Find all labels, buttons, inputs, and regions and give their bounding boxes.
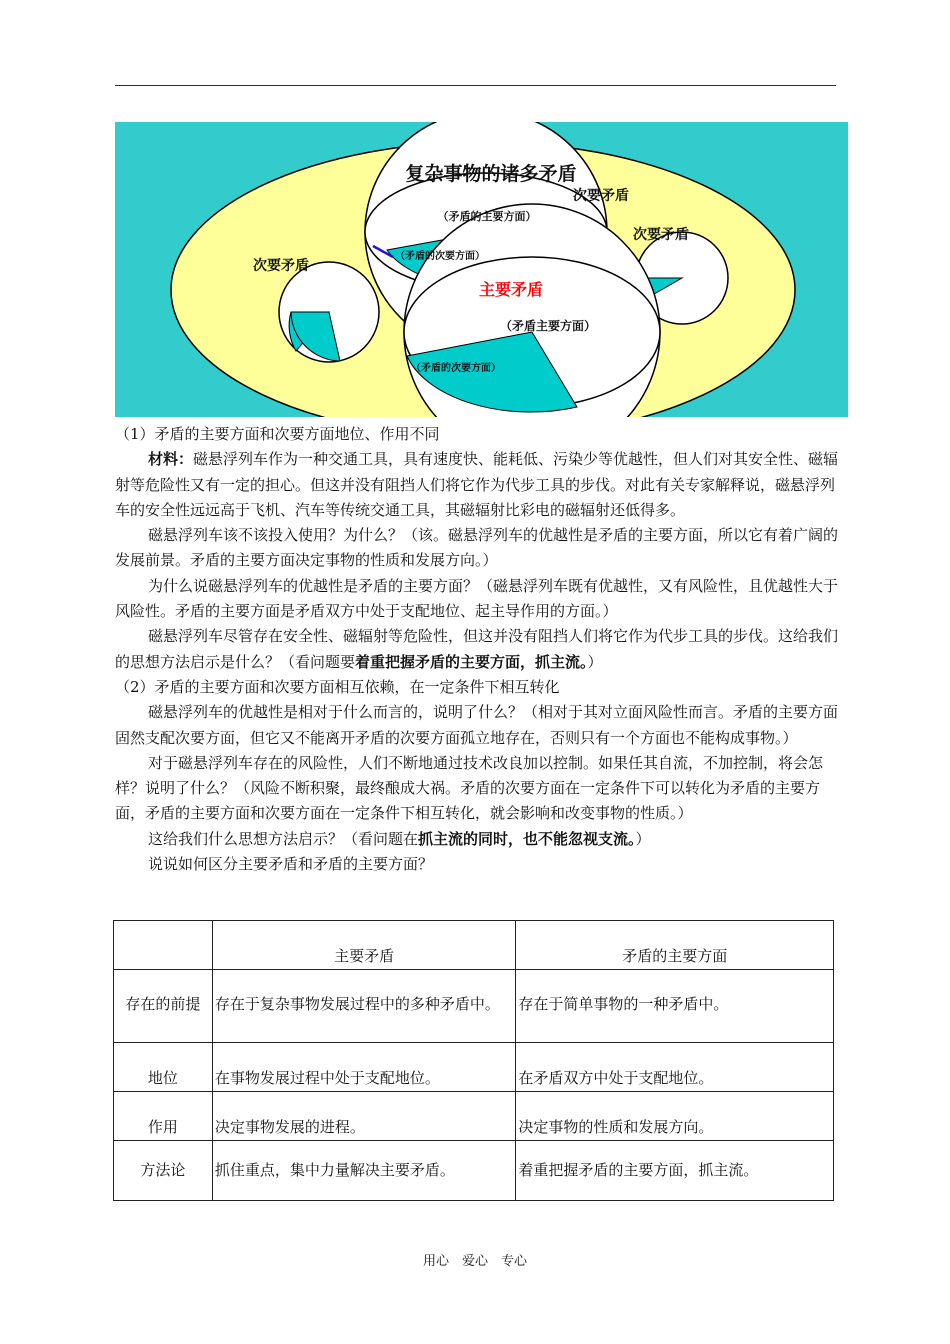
table-cell: 在事物发展过程中处于支配地位。 xyxy=(212,1043,516,1092)
table-cell: 决定事物发展的进程。 xyxy=(212,1092,516,1141)
row-label: 作用 xyxy=(114,1092,213,1141)
paragraph-7-text: 这给我们什么思想方法启示？（看问题在 xyxy=(148,829,419,848)
header-cell: 矛盾的主要方面 xyxy=(516,921,834,970)
paragraph-5: 磁悬浮列车的优越性是相对于什么而言的，说明了什么？（相对于其对立面风险性而言。矛盾的主要方面固然支配次要方面，但它又不能离开矛盾的次要方面孤立地存在，否则只有一个方面也不能构成事物。） xyxy=(115,703,839,747)
paragraph-2: 磁悬浮列车该不该投入使用？为什么？（该。磁悬浮列车的优越性是矛盾的主要方面，所以它有着广阔的发展前景。矛盾的主要方面决定事物的性质和发展方向。） xyxy=(115,526,839,570)
secondary-label-right: 次要矛盾 xyxy=(633,227,689,243)
paragraph-4-emphasis: 着重把握矛盾的主要方面，抓主流。 xyxy=(355,652,588,671)
body-text xyxy=(115,422,848,877)
table-row xyxy=(114,1043,834,1092)
table-cell: 着重把握矛盾的主要方面，抓主流。 xyxy=(516,1141,834,1201)
top-circle-main-aspect: （矛盾的主要方面） xyxy=(437,210,537,223)
table-cell: 存在于简单事物的一种矛盾中。 xyxy=(516,970,834,1043)
paragraph-7-close: ） xyxy=(635,829,651,848)
paragraph-4-close: ） xyxy=(587,652,603,671)
section-heading-1: （1）矛盾的主要方面和次要方面地位、作用不同 xyxy=(115,425,440,443)
material-paragraph xyxy=(115,447,848,523)
main-circle-minor-aspect: （矛盾的次要方面） xyxy=(411,363,501,374)
paragraph-3: 为什么说磁悬浮列车的优越性是矛盾的主要方面？（磁悬浮列车既有优越性，又有风险性，且优越性大于风险性。矛盾的主要方面是矛盾双方中处于支配地位、起主导作用的方面。） xyxy=(115,576,839,621)
row-label: 地位 xyxy=(114,1043,213,1092)
paragraph-6: 对于磁悬浮列车存在的风险性，人们不断地通过技术改良加以控制。如果任其自流，不加控制，将会怎样？说明了什么？（风险不断积聚，最终酿成大祸。矛盾的次要方面在一定条件下可以转化为矛盾的主要方面，矛盾的主要方面和次要方面在一定条件下相互转化，就会影响和改变事物的性质。） xyxy=(115,753,824,823)
table-header-row xyxy=(114,921,834,970)
material-text: 磁悬浮列车作为一种交通工具，具有速度快、能耗低、污染少等优越性，但人们对其安全性、磁辐射等危险性又有一定的担心。但这并没有阻挡人们将它作为代步工具的步伐。对此有关专家解释说，磁悬浮列车的安全性远远高于飞机、汽车等传统交通工具，其磁辐射比彩电的磁辐射还低得多。 xyxy=(115,450,839,519)
section-heading-2: （2）矛盾的主要方面和次要方面相互依赖，在一定条件下相互转化 xyxy=(115,677,560,696)
comparison-table xyxy=(113,920,834,1201)
header-cell: 主要矛盾 xyxy=(212,921,516,970)
table-row xyxy=(114,1092,834,1141)
table-cell: 存在于复杂事物发展过程中的多种矛盾中。 xyxy=(212,970,516,1043)
paragraph-4 xyxy=(115,624,848,675)
diagram-title: 复杂事物的诸多矛盾 xyxy=(405,163,577,185)
secondary-label-left: 次要矛盾 xyxy=(253,258,309,274)
contradiction-diagram xyxy=(115,122,848,417)
material-label: 材料： xyxy=(148,450,194,469)
header-cell xyxy=(114,921,213,970)
diagram-svg xyxy=(115,122,848,417)
page-footer: 用心 爱心 专心 xyxy=(422,1254,527,1269)
table-row xyxy=(114,1141,834,1201)
table-cell: 在矛盾双方中处于支配地位。 xyxy=(516,1043,834,1092)
row-label: 存在的前提 xyxy=(114,970,213,1043)
header-rule xyxy=(115,85,836,86)
main-contradiction-label: 主要矛盾 xyxy=(479,280,544,299)
paragraph-7-emphasis: 抓主流的同时，也不能忽视支流。 xyxy=(418,829,636,848)
paragraph-7 xyxy=(115,827,848,852)
table-row xyxy=(114,970,834,1043)
main-circle-main-aspect: （矛盾主要方面） xyxy=(499,319,597,333)
paragraph-8: 说说如何区分主要矛盾和矛盾的主要方面？ xyxy=(148,855,434,874)
table-cell: 抓住重点，集中力量解决主要矛盾。 xyxy=(212,1141,516,1201)
paragraph-4-text: 磁悬浮列车尽管存在安全性、磁辐射等危险性，但这并没有阻挡人们将它作为代步工具的步伐。这给我们的思想方法启示是什么？（看问题要 xyxy=(115,627,839,671)
top-circle-minor-aspect: （矛盾的次要方面） xyxy=(395,251,485,262)
row-label: 方法论 xyxy=(114,1141,213,1201)
table-cell: 决定事物的性质和发展方向。 xyxy=(516,1092,834,1141)
secondary-label-top: 次要矛盾 xyxy=(573,188,629,204)
